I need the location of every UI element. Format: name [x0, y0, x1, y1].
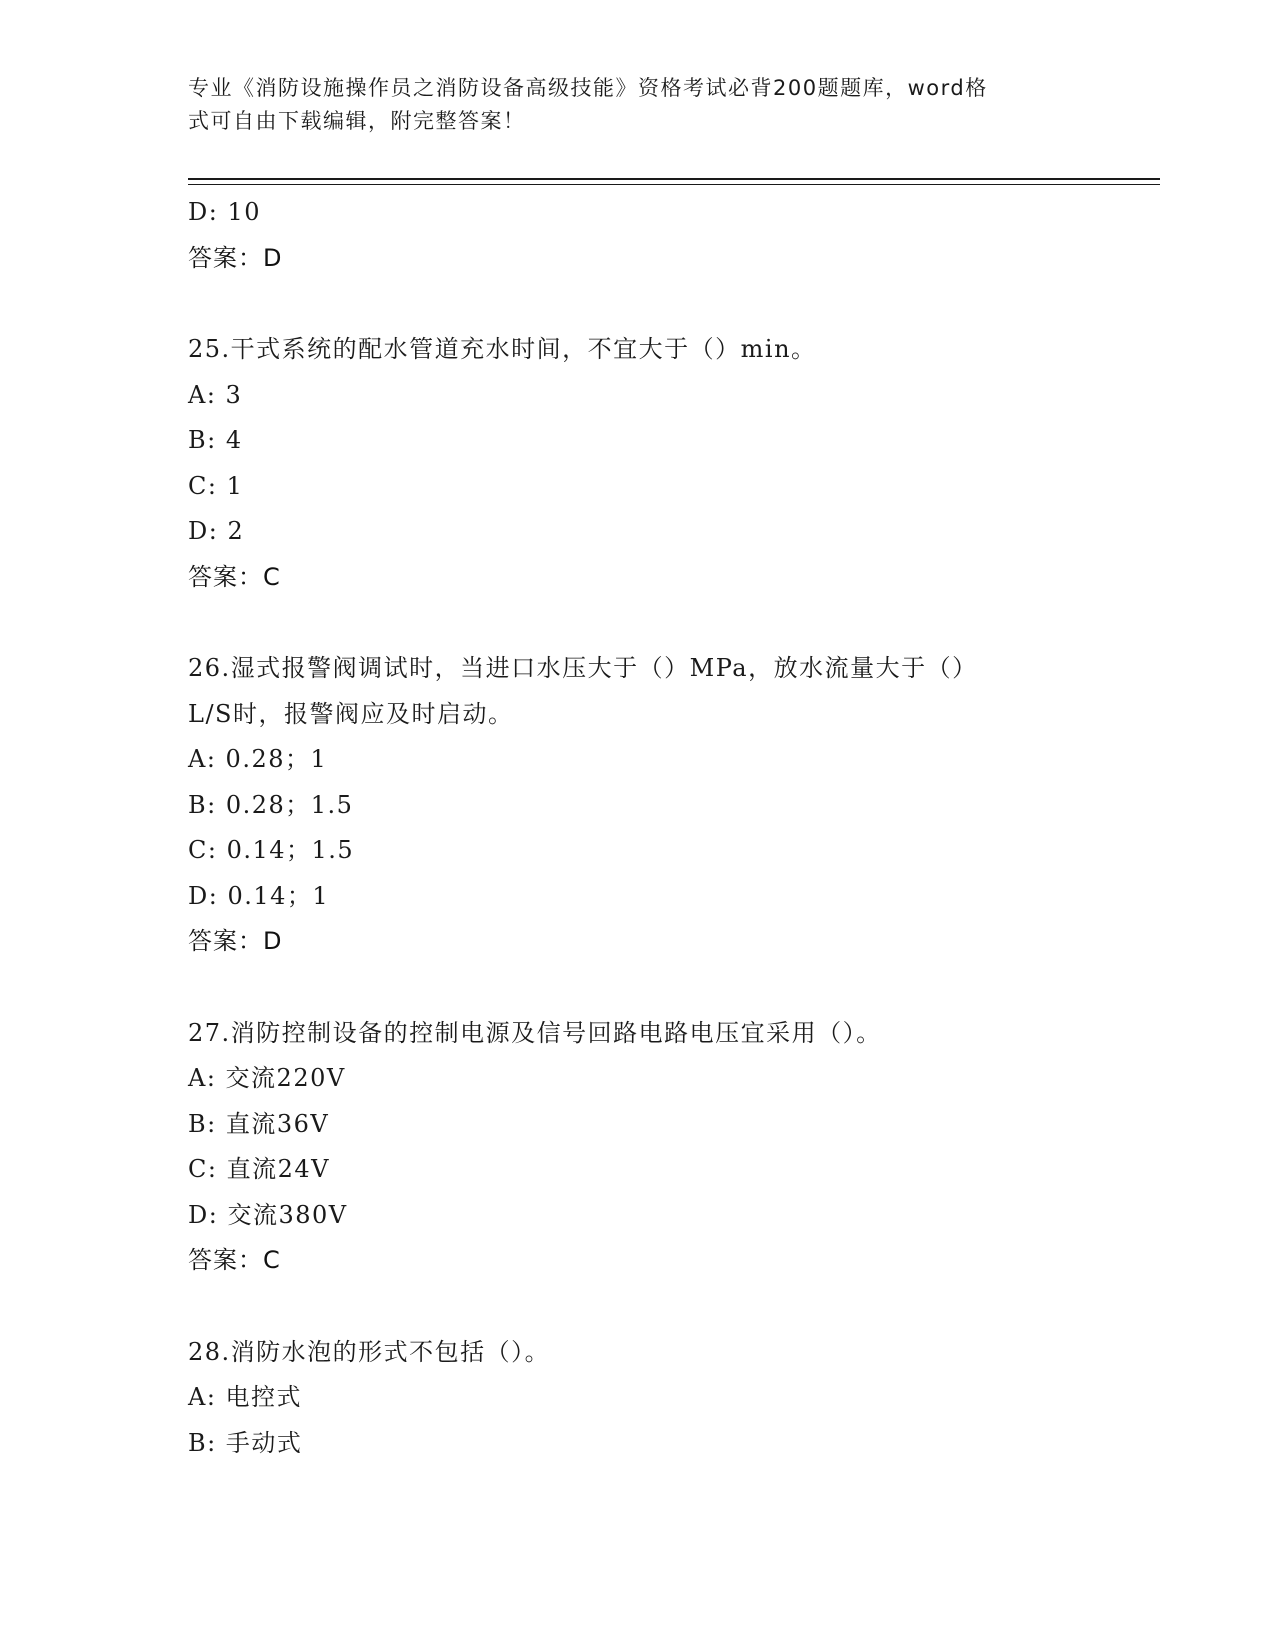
question-stem: 26.湿式报警阀调试时，当进口水压大于（）MPa，放水流量大于（） — [188, 654, 978, 682]
option-b: B: 0.28；1.5 — [188, 790, 354, 819]
option-d: D: 2 — [188, 517, 245, 545]
question-28 — [188, 1330, 1088, 1467]
option-d: D: 0.14；1 — [188, 881, 330, 910]
spacer — [188, 1284, 1088, 1330]
option-b: B: 手动式 — [188, 1428, 303, 1457]
previous-question-tail — [188, 190, 1088, 281]
option-c: C: 0.14；1.5 — [188, 836, 355, 864]
question-26 — [188, 646, 1088, 965]
question-stem-continued: L/S时，报警阀应及时启动。 — [188, 699, 514, 728]
question-list — [188, 190, 1088, 1466]
option-a: A: 交流220V — [188, 1064, 346, 1092]
document-header — [188, 72, 1068, 138]
question-stem: 27.消防控制设备的控制电源及信号回路电路电压宜采用（）。 — [188, 1018, 882, 1047]
option-b: B: 4 — [188, 426, 243, 454]
option-b: B: 直流36V — [188, 1109, 330, 1138]
answer-line: 答案：C — [188, 1246, 281, 1274]
option-d: D: 10 — [188, 198, 261, 226]
option-d: D: 交流380V — [188, 1200, 348, 1229]
answer-line: 答案：D — [188, 927, 283, 955]
header-line-1: 专业《消防设施操作员之消防设备高级技能》资格考试必背200题题库，word格 — [188, 76, 988, 100]
option-a: A: 电控式 — [188, 1383, 303, 1411]
answer-line: 答案：D — [188, 243, 283, 272]
question-25 — [188, 327, 1088, 600]
spacer — [188, 600, 1088, 646]
header-line-2: 式可自由下载编辑，附完整答案！ — [188, 109, 526, 133]
option-a: A: 3 — [188, 380, 243, 409]
spacer — [188, 965, 1088, 1011]
option-c: C: 直流24V — [188, 1155, 330, 1183]
question-stem: 28.消防水泡的形式不包括（）。 — [188, 1337, 551, 1366]
question-stem: 25.干式系统的配水管道充水时间，不宜大于（）min。 — [188, 335, 817, 363]
header-divider-thick — [188, 178, 1160, 180]
option-c: C: 1 — [188, 471, 244, 500]
answer-line: 答案：C — [188, 562, 281, 591]
header-divider-thin — [188, 184, 1160, 185]
option-a: A: 0.28；1 — [188, 745, 328, 773]
question-27 — [188, 1011, 1088, 1284]
spacer — [188, 281, 1088, 327]
